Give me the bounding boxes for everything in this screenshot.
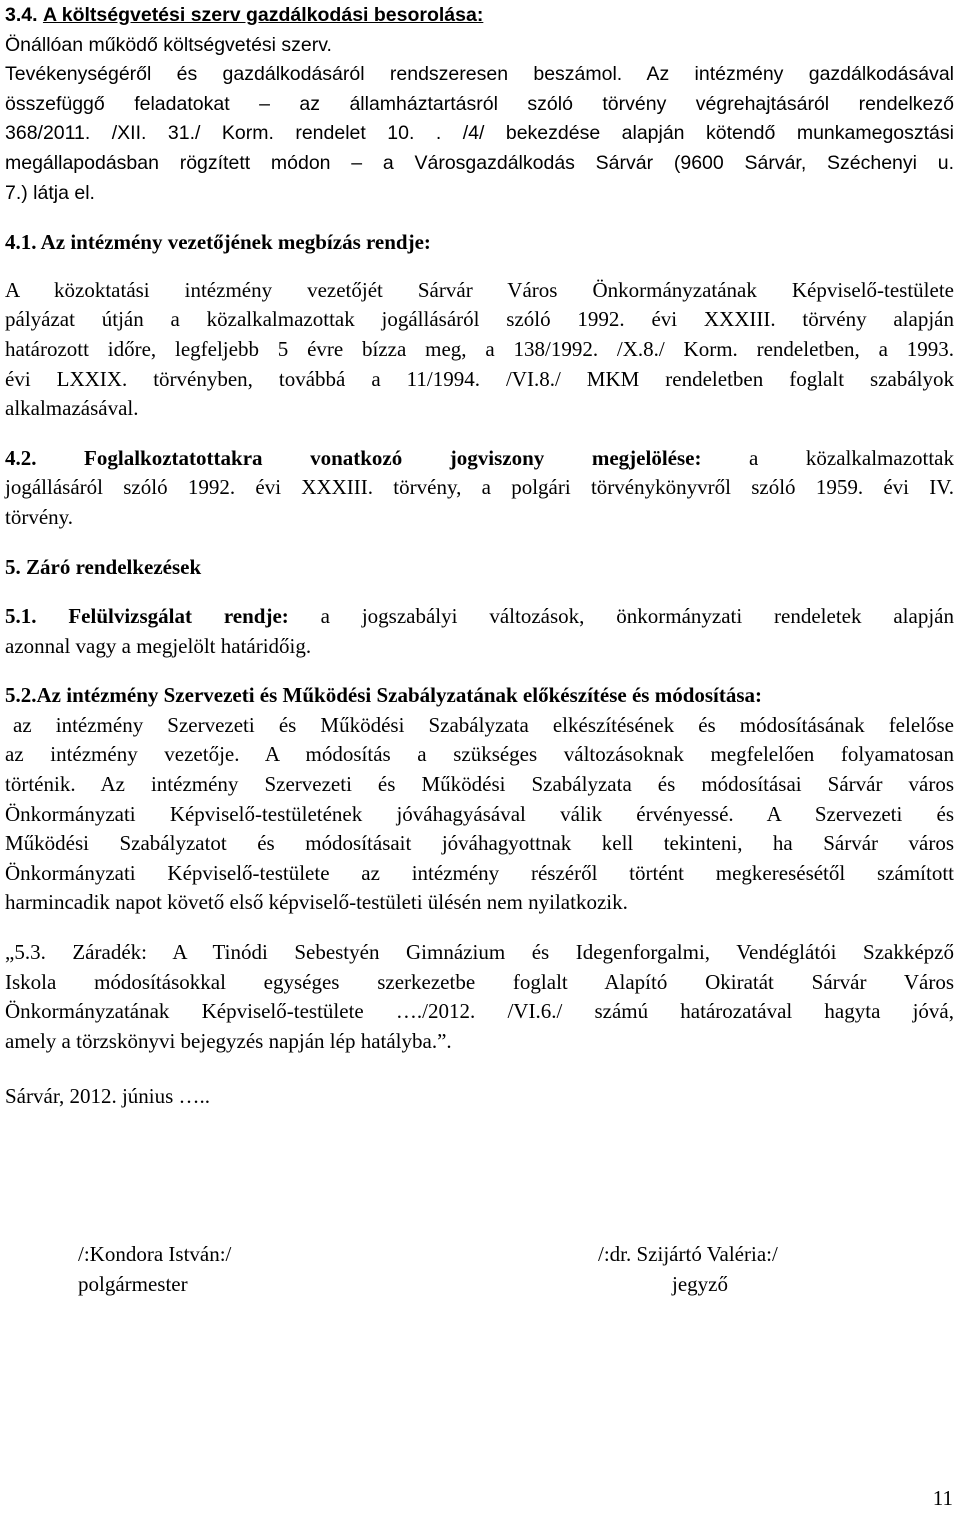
paragraph-line: alkalmazásával. xyxy=(5,396,139,421)
heading-number: 3.4. xyxy=(5,4,38,26)
paragraph-line: Tevékenységéről és gazdálkodásáról rendszeresen beszámol. Az intézmény gazdálkodásával xyxy=(5,63,954,86)
signatory-name: /:dr. Szijártó Valéria:/ xyxy=(598,1242,778,1266)
section-line-5-1 xyxy=(5,602,954,632)
paragraph-line: azonnal vagy a megjelölt határidőig. xyxy=(5,633,312,658)
paragraph-line: 7.) látja el. xyxy=(5,181,95,204)
paragraph-line: „5.3. Záradék: A Tinódi Sebestyén Gimnázium és Idegenforgalmi, Vendéglátói Szakképző xyxy=(5,940,954,965)
page-number: 11 xyxy=(932,1486,953,1510)
section-heading-4-2: 4.2. Foglalkoztatottakra vonatkozó jogviszony megjelölése: xyxy=(5,445,702,470)
heading-continuation: a közalkalmazottak xyxy=(749,445,955,470)
paragraph-line: összefüggő feladatokat – az államháztartásról szóló törvény végrehajtásáról rendelkező xyxy=(5,92,954,115)
heading-text: A költségvetési szerv gazdálkodási besorolása: xyxy=(42,4,484,26)
paragraph-line: Önkormányzati Képviselő-testülete az intézmény részéről történt megkeresésétől számított xyxy=(5,860,954,885)
signature-right xyxy=(598,1240,778,1299)
paragraph-line: Önállóan működő költségvetési szerv. xyxy=(5,33,332,56)
signatory-title: polgármester xyxy=(78,1271,188,1296)
section-heading-3-4 xyxy=(5,1,954,31)
section-heading-4-1: 4.1. Az intézmény vezetőjének megbízás rendje: xyxy=(5,230,431,255)
signature-left xyxy=(78,1240,231,1299)
paragraph-line: Önkormányzatának Képviselő-testülete …./2012. /VI.6./ számú határozatával hagyta jóvá, xyxy=(5,999,954,1024)
section-heading-5-2: 5.2.Az intézmény Szervezeti és Működési Szabályzatának előkészítése és módosítása: xyxy=(5,683,763,708)
paragraph-line: megállapodásban rögzített módon – a Városgazdálkodás Sárvár (9600 Sárvár, Széchenyi u. xyxy=(5,151,954,174)
section-heading-5: 5. Záró rendelkezések xyxy=(5,554,202,579)
paragraph-line: az intézmény Szervezeti és Működési Szabályzata elkészítésének és módosításának felelőse xyxy=(13,712,954,737)
paragraph-line: Önkormányzati Képviselő-testületének jóváhagyásával válik érvényessé. A Szervezeti és xyxy=(5,801,954,826)
signatory-title: jegyző xyxy=(672,1271,728,1296)
paragraph-line: Működési Szabályzatot és módosításait jóváhagyottnak kell tekinteni, ha Sárvár város xyxy=(5,831,954,856)
document-page xyxy=(5,1,954,1112)
paragraph-line: határozott időre, legfeljebb 5 évre bízza meg, a 138/1992. /X.8./ Korm. rendeletben, a 1993. xyxy=(5,336,954,361)
paragraph-line: A közoktatási intézmény vezetőjét Sárvár Város Önkormányzatának Képviselő-testülete xyxy=(5,277,954,302)
signatory-name: /:Kondora István:/ xyxy=(78,1242,232,1266)
paragraph-line: évi LXXIX. törvényben, továbbá a 11/1994. /VI.8./ MKM rendeletben foglalt szabályok xyxy=(5,366,954,391)
paragraph-line: jogállásáról szóló 1992. évi XXXIII. törvény, a polgári törvénykönyvről szóló 1959. évi IV. xyxy=(5,475,954,500)
section-line-4-2 xyxy=(5,444,954,474)
paragraph-line: történik. Az intézmény Szervezeti és Működési Szabályzata és módosításai Sárvár város xyxy=(5,772,954,797)
paragraph-line: amely a törzskönyvi bejegyzés napján lép hatályba.”. xyxy=(5,1028,452,1053)
paragraph-line: törvény. xyxy=(5,504,74,529)
paragraph-line: 368/2011. /XII. 31./ Korm. rendelet 10. . /4/ bekezdése alapján kötendő munkamegosztási xyxy=(5,122,954,145)
section-heading-5-1: 5.1. Felülvizsgálat rendje: xyxy=(5,604,289,629)
heading-continuation: a jogszabályi változások, önkormányzati rendeletek alapján xyxy=(320,604,954,629)
paragraph-line: az intézmény vezetője. A módosítás a szükséges változásoknak megfelelően folyamatosan xyxy=(5,742,954,767)
paragraph-line: Iskola módosításokkal egységes szerkezetbe foglalt Alapító Okiratát Sárvár Város xyxy=(5,969,954,994)
place-date: Sárvár, 2012. június ….. xyxy=(5,1084,211,1109)
paragraph-line: harmincadik napot követő első képviselő-testületi ülésén nem nyilatkozik. xyxy=(5,890,628,915)
paragraph-line: pályázat útján a közalkalmazottak jogállásáról szóló 1992. évi XXXIII. törvény alapján xyxy=(5,307,954,332)
